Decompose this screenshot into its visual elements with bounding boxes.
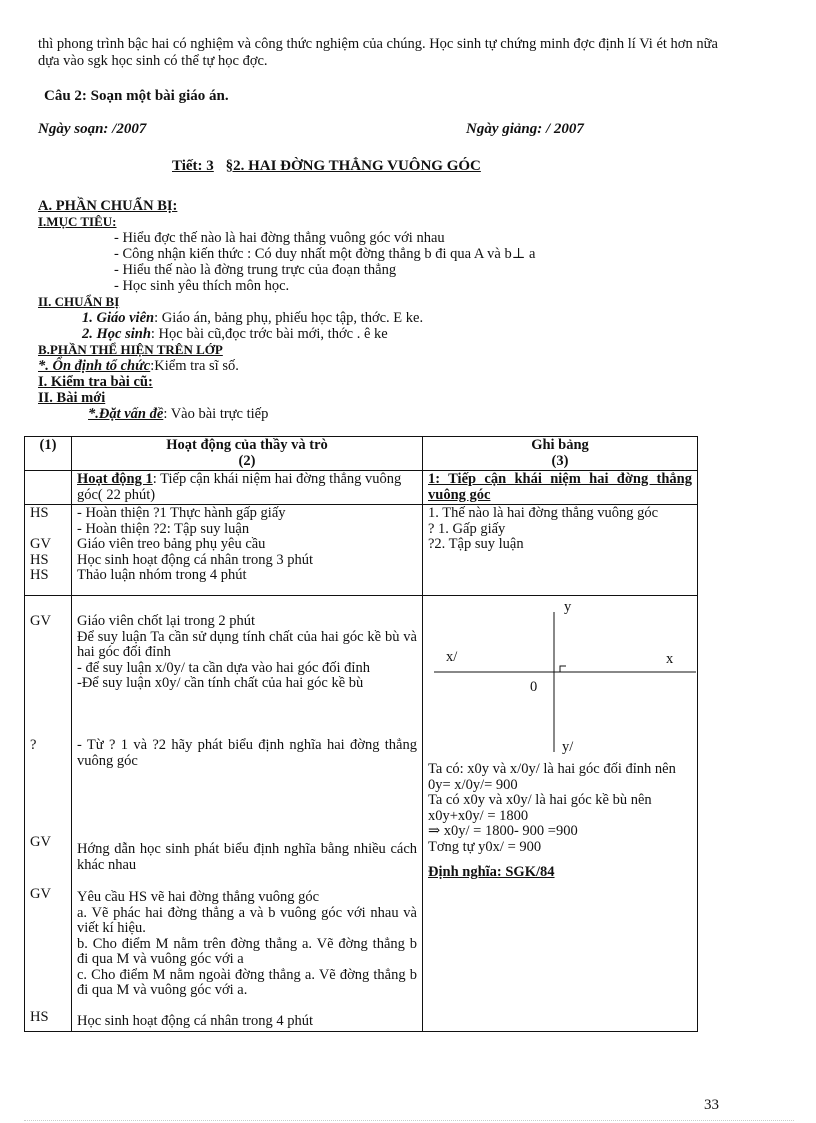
lesson-section: §2. HAI ĐỜNG THẲNG VUÔNG GÓC [225,158,481,174]
prep-student [38,326,758,342]
header-col-3: Ghi bảng (3) [423,437,698,471]
table-row [25,596,698,1032]
prep-student-text: : Học bài cũ,đọc trớc bài mới, thớc . ê ke [150,326,388,342]
intro-problem [38,406,758,422]
table-header-row [25,437,698,471]
lesson-title [172,158,481,175]
lesson-number: Tiết: 3 [172,158,214,174]
class-check-label: *. Ổn định tổ chức [38,358,151,374]
proof-text: Ta có: x0y và x/0y/ là hai góc đối đỉnh nên 0y= x/0y/= 900 Ta có x0y và x0y/ là hai góc kề bù nên x0y+x0y/ = 1800 ⇒ x0y/ = 1800- 900 =900 Tơng tự y0x/ = 900 [428,761,676,855]
review-heading: I. Kiểm tra bài cũ: [38,374,153,390]
activity-cell: Giáo viên chốt lại trong 2 phút Để suy luận Ta cần sử dụng tính chất của hai góc kề bù và hai góc đối đỉnh - để suy luận x/0y/ ta cần dựa vào hai góc đối đỉnh -Để suy luận x0y/ cần tính chất của hai góc kề bù - Từ ? 1 và ?2 hãy phát biểu định nghĩa hai đờng thẳng vuông góc Hớng dẫn học sinh phát biểu định nghĩa bằng nhiều cách khác nhau Yêu cầu HS vẽ hai đờng thẳng vuông góc a. Vẽ phác hai đờng thẳng a và b vuông góc với nhau và viết kí hiệu. b. Cho điểm M nằm trên đờng thẳng a. Vẽ đờng thẳng b đi qua M và vuông góc với a c. Cho điểm M nằm ngoài đờng thẳng a. Vẽ đờng thẳng b đi qua M và vuông góc với a. Học sinh hoạt động cá nhân trong 4 phút [72,596,423,1032]
definition-link: Định nghĩa: SGK/84 [428,864,555,880]
objectives-heading: I.MỤC TIÊU: [38,214,117,229]
board-heading: 1: Tiếp cận khái niệm hai đờng thẳng vuông góc [423,471,698,505]
class-check [38,358,758,374]
role-cell: GV ? GV GV HS [25,596,72,1032]
axes-svg [428,599,698,758]
intro-paragraph: thì phong trình bậc hai có nghiệm và công thức nghiệm của chúng. Học sinh tự chứng minh đợc định lí Vi ét hơn nữa dựa vào sgk học sinh có thể tự học đợc. [38,36,718,69]
lesson-table [24,436,698,1032]
prep-teacher [38,310,758,326]
new-lesson-heading: II. Bài mới [38,390,106,406]
label-x-prime: x/ [446,649,458,665]
intro-problem-text: : Vào bài trực tiếp [163,406,269,422]
role-cell: HS GV HS HS [25,505,72,596]
question-heading: Câu 2: Soạn một bài giáo án. [44,88,229,104]
board-cell [423,596,698,1032]
prep-teacher-label: 1. Giáo viên [82,310,155,326]
goal-item: - Hiểu đợc thế nào là hai đờng thẳng vuông góc với nhau [114,230,445,246]
board-cell: 1. Thế nào là hai đờng thẳng vuông góc ? 1. Gấp giấy ?2. Tập suy luận [423,505,698,596]
goal-item: - Công nhận kiến thức : Có duy nhất một đờng thẳng b đi qua A và b⊥ a [114,246,536,262]
activity-heading: Hoạt động 1: Tiếp cận khái niệm hai đờng thẳng vuông góc( 22 phút) [72,471,423,505]
date-prepared: Ngày soạn: /2007 [38,121,147,137]
right-angle-mark [560,666,566,672]
activity-cell: - Hoàn thiện ?1 Thực hành gấp giấy - Hoàn thiện ?2: Tập suy luận Giáo viên treo bảng phụ yêu cầu Học sinh hoạt động cá nhân trong 3 phút Thảo luận nhóm trong 4 phút [72,505,423,596]
class-check-text: :Kiểm tra sĩ số. [150,358,239,374]
label-y: y [564,599,572,615]
footer-rule [24,1120,794,1121]
label-y-prime: y/ [562,739,574,755]
table-row [25,505,698,596]
page-number: 33 [704,1097,719,1113]
materials-heading: II. CHUẨN BỊ [38,294,120,309]
prep-teacher-text: : Giáo án, bảng phụ, phiếu học tập, thớc. E ke. [154,310,424,326]
perpendicular-lines-diagram [428,599,692,758]
label-x: x [666,651,674,667]
part-a-heading: A. PHẦN CHUẨN BỊ: [38,198,178,214]
date-taught: Ngày giảng: / 2007 [466,121,584,137]
label-origin: 0 [530,679,538,695]
goal-item: - Học sinh yêu thích môn học. [114,278,290,294]
header-col-2: Hoạt động của thầy và trò (2) [72,437,423,471]
goal-item: - Hiểu thế nào là đờng trung trực của đoạn thẳng [114,262,397,278]
prep-student-label: 2. Học sinh [82,326,151,342]
part-b-heading: B.PHẦN THỂ HIỆN TRÊN LỚP [38,342,223,357]
table-row [25,471,698,505]
header-col-1: (1) [25,437,72,471]
preparation-section [38,198,758,422]
intro-problem-label: *.Đặt vấn đề [88,406,164,422]
